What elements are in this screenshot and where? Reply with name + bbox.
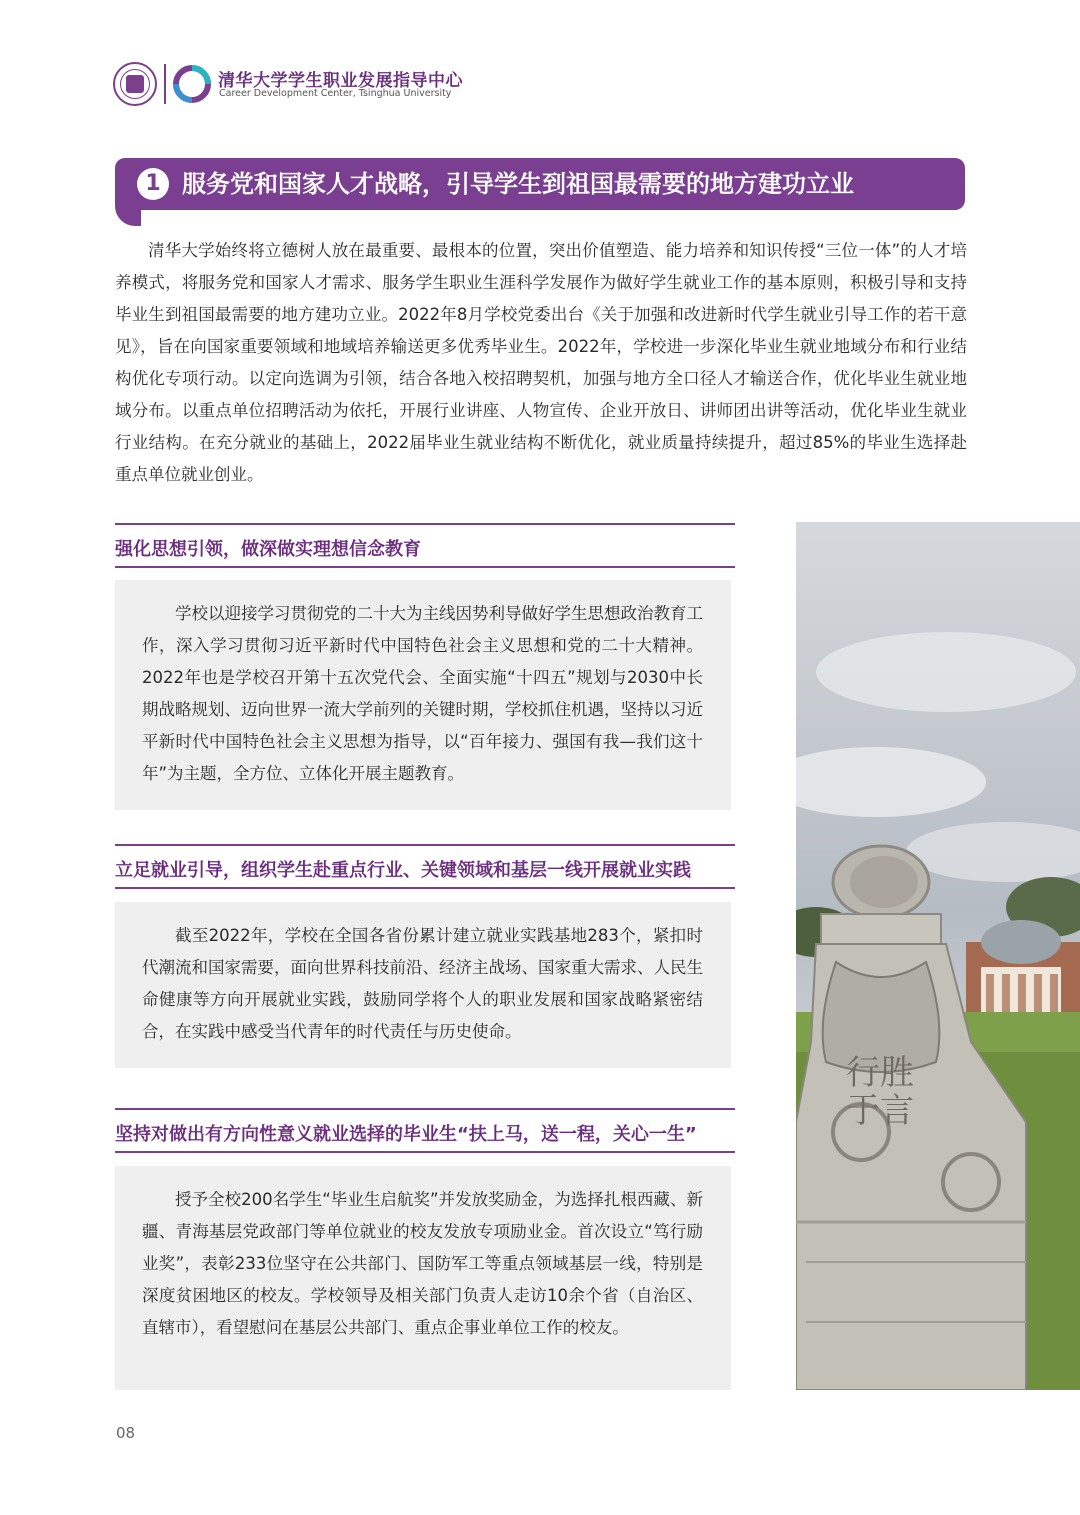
section-number-badge: 1 — [137, 168, 169, 200]
subsection-3-heading: 坚持对做出有方向性意义就业选择的毕业生“扶上马，送一程，关心一生” — [115, 1124, 697, 1145]
subsection-1-body: 学校以迎接学习贯彻党的二十大为主线因势利导做好学生思想政治教育工作，深入学习贯彻习近平新时代中国特色社会主义思想和党的二十大精神。2022年也是学校召开第十五次党代会、全面实施“十四五”规划与2030中长期战略规划、迈向世界一流大学前列的关键时期，学校抓住机遇，坚持以习近平新时代中国特色社会主义思想为指导，以“百年接力、强国有我—我们这十年”为主题，全方位、立体化开展主题教育。 — [142, 604, 703, 783]
header-divider — [164, 64, 166, 104]
career-center-logo-icon — [172, 64, 212, 104]
section-1-top-rule — [115, 523, 735, 525]
subsection-3-box — [115, 1166, 731, 1390]
subsection-2-body: 截至2022年，学校在全国各省份累计建立就业实践基地283个，紧扣时代潮流和国家需要，面向世界科技前沿、经济主战场、国家重大需求、人民生命健康等方向开展就业实践，鼓励同学将个人的职业发展和国家战略紧密结合，在实践中感受当代青年的时代责任与历史使命。 — [142, 926, 703, 1041]
org-name-cn: 清华大学学生职业发展指导中心 — [218, 71, 463, 91]
subsection-1-box — [115, 580, 731, 810]
org-name-en: Career Development Center, Tsinghua University — [219, 88, 452, 99]
section-3-top-rule — [115, 1108, 735, 1110]
subsection-2-box — [115, 902, 731, 1068]
subsection-1-heading: 强化思想引领，做深做实理想信念教育 — [115, 539, 421, 560]
page-number: 08 — [116, 1424, 136, 1442]
inscription-line-1: 行胜 — [846, 1053, 914, 1093]
intro-paragraph: 清华大学始终将立德树人放在最重要、最根本的位置，突出价值塑造、能力培养和知识传授“三位一体”的人才培养模式，将服务党和国家人才需求、服务学生职业生涯科学发展作为做好学生就业工作的基本原则，积极引导和支持毕业生到祖国最需要的地方建功立业。2022年8月学校党委出台《关于加强和改进新时代学生就业引导工作的若干意见》，旨在向国家重要领域和地域培养输送更多优秀毕业生。2022年，学校进一步深化毕业生就业地域分布和行业结构优化专项行动。以定向选调为引领，结合各地入校招聘契机，加强与地方全口径人才输送合作，优化毕业生就业地域分布。以重点单位招聘活动为依托，开展行业讲座、人物宣传、企业开放日、讲师团出讲等活动，优化毕业生就业行业结构。在充分就业的基础上，2022届毕业生就业结构不断优化，就业质量持续提升，超过85%的毕业生选择赴重点单位就业创业。 — [115, 241, 967, 484]
inscription-line-2: 于言 — [846, 1091, 914, 1131]
subsection-2-heading: 立足就业引导，组织学生赴重点行业、关键领域和基层一线开展就业实践 — [115, 860, 691, 881]
section-title: 服务党和国家人才战略，引导学生到祖国最需要的地方建功立业 — [182, 170, 854, 198]
section-3-bottom-rule — [115, 1151, 735, 1153]
campus-sundial-photo — [796, 522, 1080, 1390]
section-2-top-rule — [115, 844, 735, 846]
section-2-bottom-rule — [115, 887, 735, 889]
subsection-3-body: 授予全校200名学生“毕业生启航奖”并发放奖励金，为选择扎根西藏、新疆、青海基层党政部门等单位就业的校友发放专项励业金。首次设立“笃行励业奖”，表彰233位坚守在公共部门、国防军工等重点领域基层一线，特别是深度贫困地区的校友。学校领导及相关部门负责人走访10余个省（自治区、直辖市），看望慰问在基层公共部门、重点企事业单位工作的校友。 — [142, 1190, 703, 1337]
tsinghua-seal-logo — [113, 62, 157, 106]
section-1-bottom-rule — [115, 566, 735, 568]
